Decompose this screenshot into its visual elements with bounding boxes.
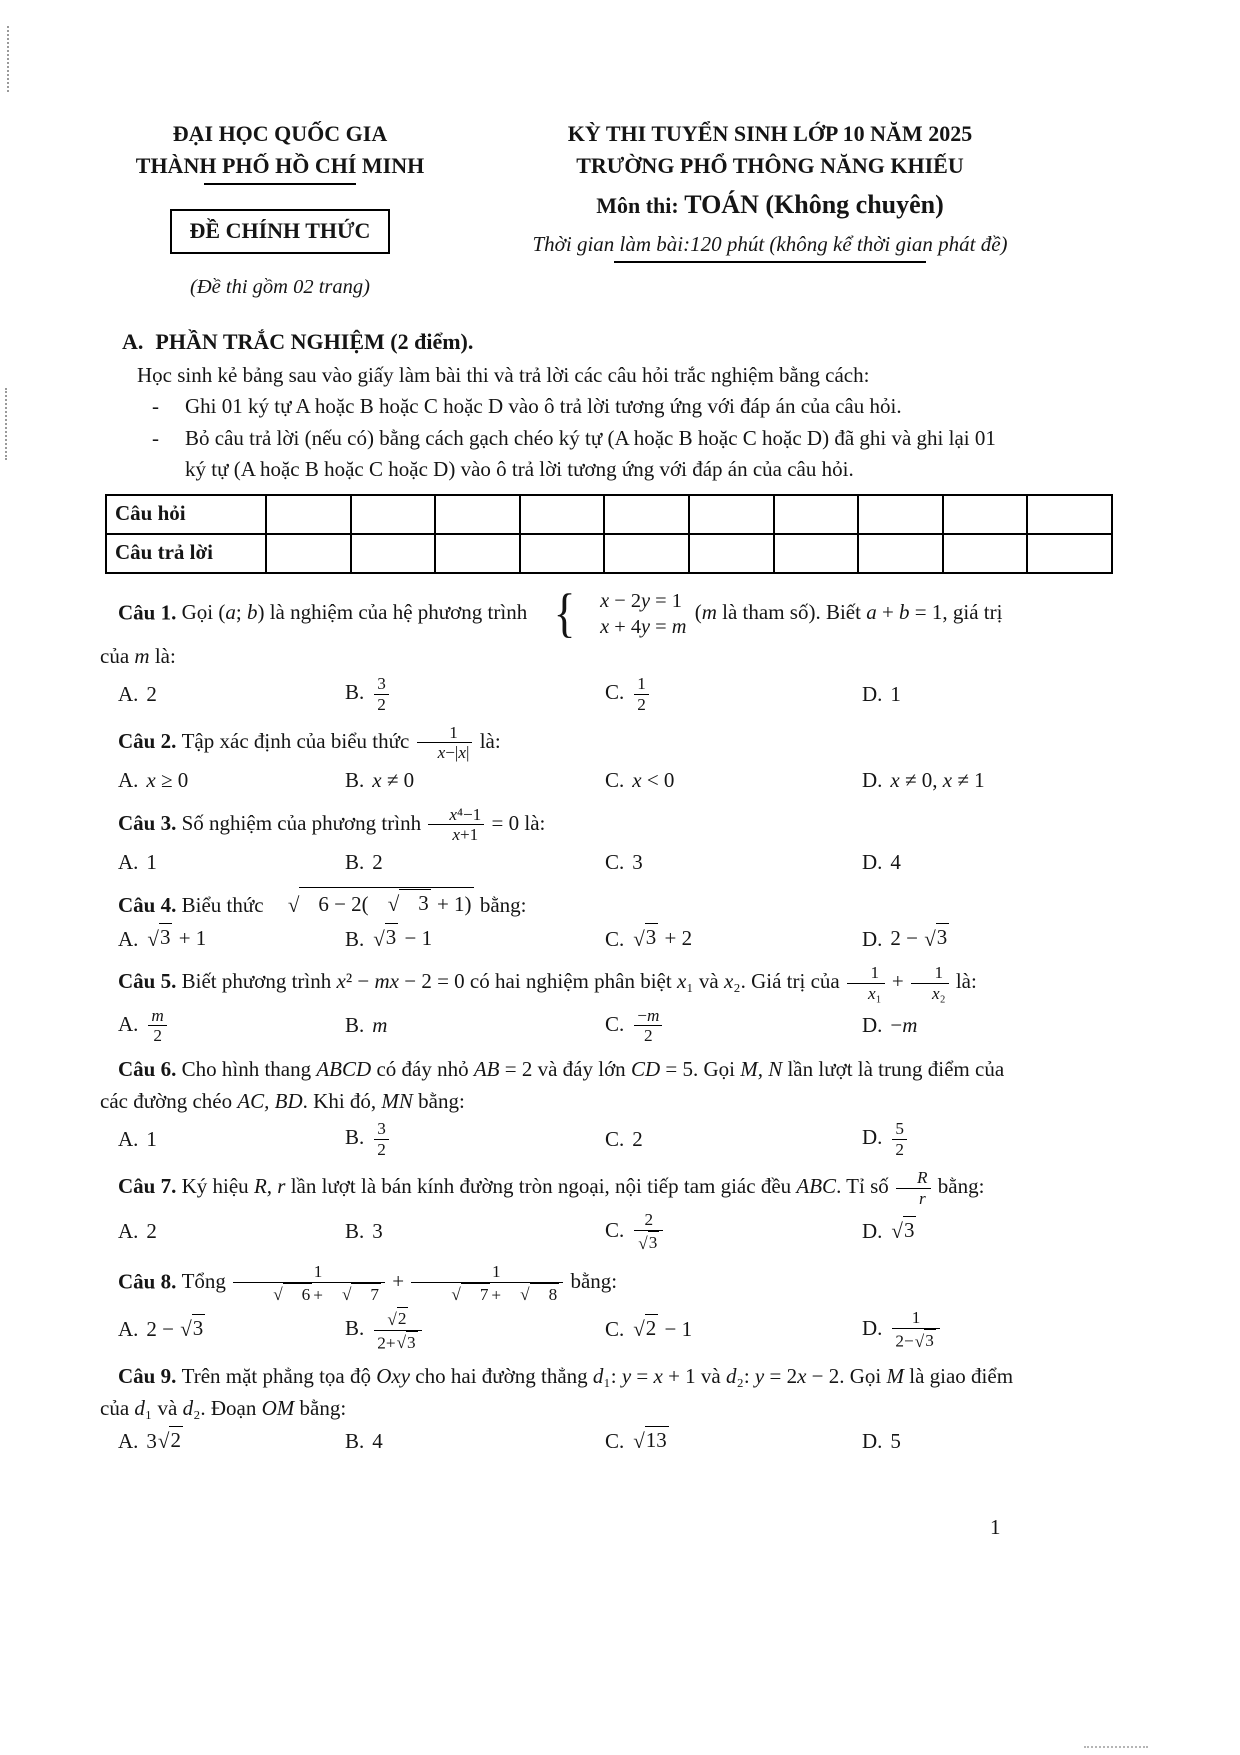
math-var: x: [797, 1364, 807, 1389]
radical-sign: √: [157, 1429, 170, 1454]
option-letter: B.: [345, 1315, 365, 1340]
question-text: Biểu thức √ 6 − 2( √ 3 + 1) bằng:: [182, 893, 527, 917]
answer-option: [862, 1119, 1018, 1160]
answer-options: [100, 1119, 1018, 1160]
question-body: [100, 887, 1018, 922]
instruction-item: [100, 423, 1018, 486]
math-var: x: [458, 743, 467, 763]
option-letter: A.: [118, 1429, 139, 1454]
option-letter: A.: [118, 768, 139, 793]
answer-option: A. 2: [118, 1219, 157, 1244]
option-letter: B.: [345, 680, 365, 705]
radical-sign: √: [147, 926, 159, 951]
answer-cell: [435, 495, 520, 534]
scan-artifact: [5, 388, 7, 460]
option-letter: B.: [345, 1013, 365, 1038]
math-var: x: [653, 1364, 663, 1389]
math-fraction: 1 √ 7 + √ 8: [411, 1262, 563, 1305]
question-text: Cho hình thang ABCD có đáy nhỏ AB = 2 và đáy lớn CD = 5. Gọi M, N lần lượt là trung điểm của các đường chéo AC, BD. Khi đó, MN bằng:: [100, 1057, 1005, 1113]
instruction-item: [100, 391, 1018, 423]
answer-option: D. 1: [862, 681, 901, 706]
option-letter: A.: [118, 1011, 139, 1036]
math-fraction: $\frac{1}{\text{x₂}}$: [911, 963, 949, 1004]
answer-cell: [604, 534, 689, 573]
question: [100, 1262, 1018, 1353]
answer-option: B. 4: [345, 1429, 383, 1454]
option-letter: B.: [345, 1125, 365, 1150]
option-letter: A.: [118, 850, 139, 875]
math-var: y: [621, 1364, 632, 1389]
answer-option: [605, 674, 862, 715]
math-var: x: [632, 768, 642, 793]
math-var: y: [754, 1364, 765, 1389]
math-sqrt: √ 3: [891, 1218, 915, 1244]
option-letter: C.: [605, 1126, 625, 1151]
question-text: Trên mặt phẳng tọa độ Oxy cho hai đường thẳng d₁: y = x + 1 và d₂: y = 2x − 2. Gọi M là giao điểm của d₁ và d₂. Đoạn OM bằng:: [100, 1364, 1014, 1420]
math-sqrt: √ 2: [157, 1428, 181, 1454]
math-sqrt: √ 3: [370, 889, 431, 915]
answer-options: [100, 1006, 1018, 1047]
answer-option: B. √ 3 − 1: [345, 925, 433, 951]
answer-option: D. 2 − √ 3: [862, 925, 948, 951]
option-letter: D.: [862, 1125, 883, 1150]
option-letter: A.: [118, 1317, 139, 1342]
answer-cell: [435, 534, 520, 573]
math-sqrt: √ 3: [180, 1316, 204, 1342]
question-text: Biết phương trình x² − mx − 2 = 0 có hai nghiệm phân biệt x₁ và x₂. Giá trị của $\frac{1}{\text{x₁}}$ + $\frac{1}{\text{x₂}}$ là:: [181, 963, 977, 1003]
instructions-intro: Học sinh kẻ bảng sau vào giấy làm bài thi và trả lời các câu hỏi trắc nghiệm bằng cách:: [137, 362, 870, 387]
option-letter: B.: [345, 1219, 365, 1244]
answer-option: A. 2: [118, 681, 157, 706]
question-text: Tập xác định của biểu thức $\frac{1}{x-|x|}$ là:: [181, 722, 501, 763]
scan-artifact: [7, 26, 9, 92]
math-var: R, r: [253, 1173, 286, 1198]
math-var: x: [890, 768, 900, 793]
math-var: m: [671, 616, 687, 639]
math-var: y: [641, 616, 651, 639]
answer-option: A. 1: [118, 1126, 157, 1151]
math-var: y: [641, 589, 651, 612]
math-sqrt: √ 3: [633, 925, 657, 951]
math-fraction: $\frac{\text{x⁴−1}}{x+1}$: [428, 805, 484, 846]
answer-option: C. 3: [605, 850, 643, 875]
answer-option: [345, 1010, 605, 1042]
radical-sign: √: [451, 1285, 461, 1305]
section-title: [100, 325, 1018, 358]
answer-option: B. 2: [345, 850, 383, 875]
math-var: ABC: [796, 1173, 837, 1198]
math-sqrt: √ 3: [147, 925, 171, 951]
city-name: THÀNH PHỐ HỒ CHÍ MINH: [135, 152, 425, 178]
answer-options: [100, 923, 1018, 955]
radical-sign: √: [638, 1233, 648, 1253]
question-body: [100, 1168, 1018, 1209]
question: [100, 723, 1018, 797]
math-var: x: [931, 983, 940, 1003]
math-var: CD: [630, 1057, 661, 1082]
radical-sign: √: [633, 1317, 645, 1342]
radical-sign: √: [273, 1285, 283, 1305]
radical-sign: √: [373, 926, 385, 951]
answer-option: D. −m: [862, 1013, 918, 1038]
math-fraction: [896, 1168, 931, 1209]
option-letter: D.: [862, 768, 883, 793]
math-var: m: [902, 1013, 918, 1038]
answer-cell: [520, 495, 605, 534]
math-system: { x − 2y = 1 x + 4y = m: [535, 588, 686, 641]
question-label: Câu 6.: [118, 1057, 182, 1082]
math-var: MN: [381, 1088, 413, 1113]
question: [100, 1168, 1018, 1254]
question-label: Câu 9.: [118, 1364, 182, 1389]
system-brace: {: [554, 583, 576, 644]
question-text: Tổng 1 √ 6 + √ 7 + 1 √ 7 + √ 8 bằng:: [181, 1261, 618, 1305]
math-var: b: [246, 599, 258, 624]
answer-cell: [604, 495, 689, 534]
math-var: d: [134, 1395, 145, 1420]
math-var: x: [449, 804, 457, 824]
math-sqrt: √ 6: [255, 1283, 312, 1305]
answer-cell: [351, 534, 436, 573]
answer-cell: [689, 495, 774, 534]
answer-option: A. √ 3 + 1: [118, 925, 207, 951]
radical-sign: √: [180, 1317, 192, 1342]
option-letter: C.: [605, 1217, 625, 1242]
section-title-text: PHẦN TRẮC NGHIỆM (2 điểm).: [155, 328, 474, 354]
answer-option: [118, 1006, 345, 1047]
header-left-block: [100, 118, 460, 303]
question-body: [100, 805, 1018, 846]
option-letter: A.: [118, 681, 139, 706]
question-label: Câu 4.: [118, 892, 182, 917]
math-var: b: [899, 599, 910, 624]
math-var: m: [151, 1005, 164, 1025]
option-letter: D.: [862, 1429, 883, 1454]
math-var: m: [372, 1013, 388, 1038]
math-var: AB: [473, 1057, 500, 1082]
math-sqrt: √ 3: [373, 925, 397, 951]
option-letter: C.: [605, 768, 625, 793]
section-a: [100, 325, 1018, 486]
math-sqrt: √ 3: [914, 1331, 934, 1351]
answer-option: C. √ 3 + 2: [605, 925, 693, 951]
math-var: m: [646, 1005, 660, 1025]
radical-sign: √: [924, 926, 936, 951]
question: [100, 1361, 1018, 1458]
option-letter: D.: [862, 1315, 883, 1340]
radical-sign: √: [520, 1285, 530, 1305]
university-name: ĐẠI HỌC QUỐC GIA: [172, 121, 388, 146]
exam-header: [100, 118, 1080, 303]
math-fraction: $\frac{-m}{2}$: [634, 1006, 662, 1047]
school-name: TRƯỜNG PHỔ THÔNG NĂNG KHIẾU: [576, 152, 964, 178]
math-var: a: [225, 599, 236, 624]
option-letter: B.: [345, 1429, 365, 1454]
instruction-text: Ghi 01 ký tự A hoặc B hoặc C hoặc D vào ô trả lời tương ứng với đáp án của câu hỏi.: [185, 394, 902, 419]
math-sqrt: √ 2: [633, 1316, 657, 1342]
math-sqrt: √ 6 − 2( √ 3 + 1): [270, 887, 474, 916]
math-sqrt: √ 3: [396, 1332, 416, 1353]
question-row: [106, 495, 1112, 534]
math-var: x: [600, 589, 610, 612]
math-sqrt: √ 2: [387, 1309, 407, 1329]
answer-options: [100, 1210, 1018, 1253]
answer-cell: [943, 495, 1028, 534]
math-var: x: [437, 743, 446, 763]
math-var: M: [886, 1364, 904, 1389]
answer-option: [345, 1119, 605, 1160]
page-number: 1: [990, 1515, 1001, 1539]
option-letter: B.: [345, 850, 365, 875]
option-letter: D.: [862, 1013, 883, 1038]
option-letter: C.: [605, 926, 625, 951]
option-letter: D.: [862, 926, 883, 951]
math-var: mx: [374, 969, 399, 994]
question-text: Số nghiệm của phương trình $\frac{\text{x⁴−1}}{x+1}$ = 0 là:: [181, 804, 546, 845]
answer-row: [106, 534, 1112, 573]
option-letter: D.: [862, 850, 883, 875]
answer-options: [100, 674, 1018, 715]
instruction-text: Bỏ câu trả lời (nếu có) bằng cách gạch chéo ký tự (A hoặc B hoặc C hoặc D) đã ghi và ghi lại 01 ký tự (A hoặc B hoặc C hoặc D) vào ô trả lời tương ứng với đáp án của câu hỏi.: [185, 425, 996, 482]
answer-option: B. 3: [345, 1219, 383, 1244]
radical-sign: √: [633, 926, 645, 951]
answer-option: [605, 1006, 862, 1047]
answer-option: [345, 1307, 605, 1353]
question-text: Ký hiệu R, r lần lượt là bán kính đường tròn ngoại, nội tiếp tam giác đều ABC. Tỉ số $\frac{R}{r}$ bằng:: [181, 1167, 985, 1208]
radical-sign: √: [891, 1219, 903, 1244]
answer-option: D. x ≠ 0, x ≠ 1: [862, 768, 985, 793]
official-exam-box: ĐỀ CHÍNH THỨC: [170, 209, 391, 254]
exam-title: KỲ THI TUYỂN SINH LỚP 10 NĂM 2025: [567, 121, 973, 146]
question: [100, 963, 1018, 1046]
answer-options: [100, 1307, 1018, 1353]
math-fraction: 1 √ 6 + √ 7: [233, 1262, 385, 1305]
option-letter: A.: [118, 1219, 139, 1244]
question-list: [100, 583, 1018, 1458]
subject-prefix: Môn thi:: [596, 192, 685, 218]
option-letter: A.: [118, 926, 139, 951]
math-var: x: [867, 983, 876, 1003]
answer-cell: [774, 534, 859, 573]
subject-name: TOÁN (Không chuyên): [684, 189, 944, 219]
time-limit: Thời gian làm bài:120 phút (không kể thời gian phát đề): [532, 231, 1008, 256]
answer-option: [605, 1210, 862, 1253]
math-fraction: $\frac{3}{2}$: [374, 1119, 389, 1160]
radical-sign: √: [396, 1333, 407, 1353]
math-var: Oxy: [376, 1364, 411, 1389]
math-fraction: $\frac{1}{x-|x|}$: [417, 723, 473, 764]
question: [100, 887, 1018, 955]
math-var: x: [942, 768, 953, 793]
question: [100, 805, 1018, 879]
radical-sign: √: [914, 1331, 925, 1351]
math-sqrt: √ 3: [638, 1233, 658, 1253]
math-var: ABCD: [316, 1057, 372, 1082]
row-label: Câu trả lời: [106, 534, 266, 573]
answer-option: [862, 1308, 1018, 1351]
answer-option: [345, 674, 605, 715]
option-letter: D.: [862, 1219, 883, 1244]
math-fraction: √ 2 2+ √ 3: [374, 1307, 421, 1353]
answer-option: A. 2 − √ 3: [118, 1316, 204, 1342]
question-text: Gọi (a; b) là nghiệm của hệ phương trình { x − 2y = 1 x + 4y = m (m là tham số). Biết a + b = 1, giá trị của m là:: [100, 583, 1003, 668]
question-body: [100, 1054, 1018, 1117]
question-label: Câu 7.: [118, 1173, 182, 1198]
question-label: Câu 3.: [118, 810, 182, 835]
radical-sign: √: [341, 1285, 352, 1305]
math-var: x: [723, 969, 734, 994]
question-label: Câu 5.: [118, 969, 182, 994]
answer-options: [100, 765, 1018, 797]
question-body: [100, 583, 1018, 672]
math-fraction: $\frac{5}{2}$: [892, 1119, 907, 1160]
question-label: Câu 1.: [118, 599, 182, 624]
answer-options: [100, 847, 1018, 879]
option-letter: C.: [605, 1317, 625, 1342]
subject-line: [460, 185, 1080, 224]
question: [100, 583, 1018, 715]
radical-sign: √: [387, 1309, 397, 1329]
question: [100, 1054, 1018, 1160]
math-var: x: [452, 825, 460, 845]
math-sqrt: √ 3: [924, 925, 948, 951]
math-var: x: [600, 616, 610, 639]
answer-options: [100, 1426, 1018, 1458]
math-var: M, N: [740, 1057, 783, 1082]
option-letter: B.: [345, 768, 365, 793]
radical-sign: √: [287, 892, 300, 917]
scan-artifact: [1084, 1746, 1148, 1748]
option-letter: A.: [118, 1126, 139, 1151]
answer-option: B. x ≠ 0: [345, 768, 415, 793]
option-letter: C.: [605, 1429, 625, 1454]
row-label: Câu hỏi: [106, 495, 266, 534]
question-body: [100, 963, 1018, 1004]
option-letter: D.: [862, 681, 883, 706]
answer-option: D. 4: [862, 850, 901, 875]
math-var: m: [701, 599, 717, 624]
math-var: x: [676, 969, 687, 994]
pages-note: (Đề thi gồm 02 trang): [190, 275, 370, 298]
option-letter: C.: [605, 850, 625, 875]
math-var: R: [917, 1167, 928, 1187]
math-sqrt: √ 8: [502, 1283, 559, 1305]
bullet-marker: -: [152, 425, 159, 450]
math-var: r: [918, 1188, 926, 1208]
section-letter: A.: [122, 328, 144, 354]
answer-option: A. 3 √ 2: [118, 1428, 181, 1454]
header-right-block: [460, 118, 1080, 303]
math-var: d: [726, 1364, 737, 1389]
answer-cell: [858, 534, 943, 573]
answer-cell: [1027, 534, 1112, 573]
answer-option: [862, 1216, 1018, 1248]
answer-cell: [689, 534, 774, 573]
answer-cell: [943, 534, 1028, 573]
math-var: AC, BD: [237, 1088, 303, 1113]
answer-cell: [1027, 495, 1112, 534]
answer-option: A. x ≥ 0: [118, 768, 189, 793]
answer-option: D. 5: [862, 1429, 901, 1454]
math-sqrt: √ 7: [433, 1283, 490, 1305]
math-fraction: 2 √ 3: [634, 1210, 663, 1253]
question-label: Câu 8.: [118, 1269, 182, 1294]
answer-cell: [774, 495, 859, 534]
math-fraction: 1 2− √ 3: [892, 1308, 939, 1351]
math-fraction: $\frac{1}{2}$: [634, 674, 649, 715]
question-label: Câu 2.: [118, 728, 182, 753]
math-var: d: [592, 1364, 604, 1389]
math-var: x: [336, 969, 346, 994]
radical-sign: √: [633, 1429, 645, 1454]
math-var: x: [372, 768, 382, 793]
question-body: [100, 1361, 1018, 1424]
time-rule: [614, 261, 926, 263]
math-sqrt: √ 7: [324, 1283, 381, 1305]
radical-sign: √: [387, 891, 400, 916]
answer-cell: [351, 495, 436, 534]
math-var: a: [866, 599, 877, 624]
answer-cell: [858, 495, 943, 534]
option-letter: C.: [605, 680, 625, 705]
answer-option: C. x < 0: [605, 768, 675, 793]
math-fraction: $\frac{m}{2}$: [148, 1006, 166, 1047]
answer-option: C. √ 2 − 1: [605, 1316, 693, 1342]
math-var: OM: [261, 1395, 295, 1420]
answer-option: C. 2: [605, 1126, 643, 1151]
bullet-marker: -: [152, 394, 159, 419]
answer-cell: [520, 534, 605, 573]
math-var: x: [146, 768, 156, 793]
answer-option: A. 1: [118, 850, 157, 875]
math-fraction: $\frac{3}{2}$: [374, 674, 389, 715]
answer-cell: [266, 534, 351, 573]
math-var: d: [182, 1395, 194, 1420]
math-sqrt: √ 13: [633, 1428, 667, 1454]
option-letter: B.: [345, 926, 365, 951]
math-var: m: [134, 643, 150, 668]
answer-table: [105, 494, 1113, 574]
answer-option: [605, 1426, 862, 1458]
question-body: [100, 723, 1018, 764]
option-letter: C.: [605, 1011, 625, 1036]
answer-cell: [266, 495, 351, 534]
math-fraction: $\frac{1}{\text{x₁}}$: [847, 963, 885, 1004]
question-body: [100, 1262, 1018, 1305]
